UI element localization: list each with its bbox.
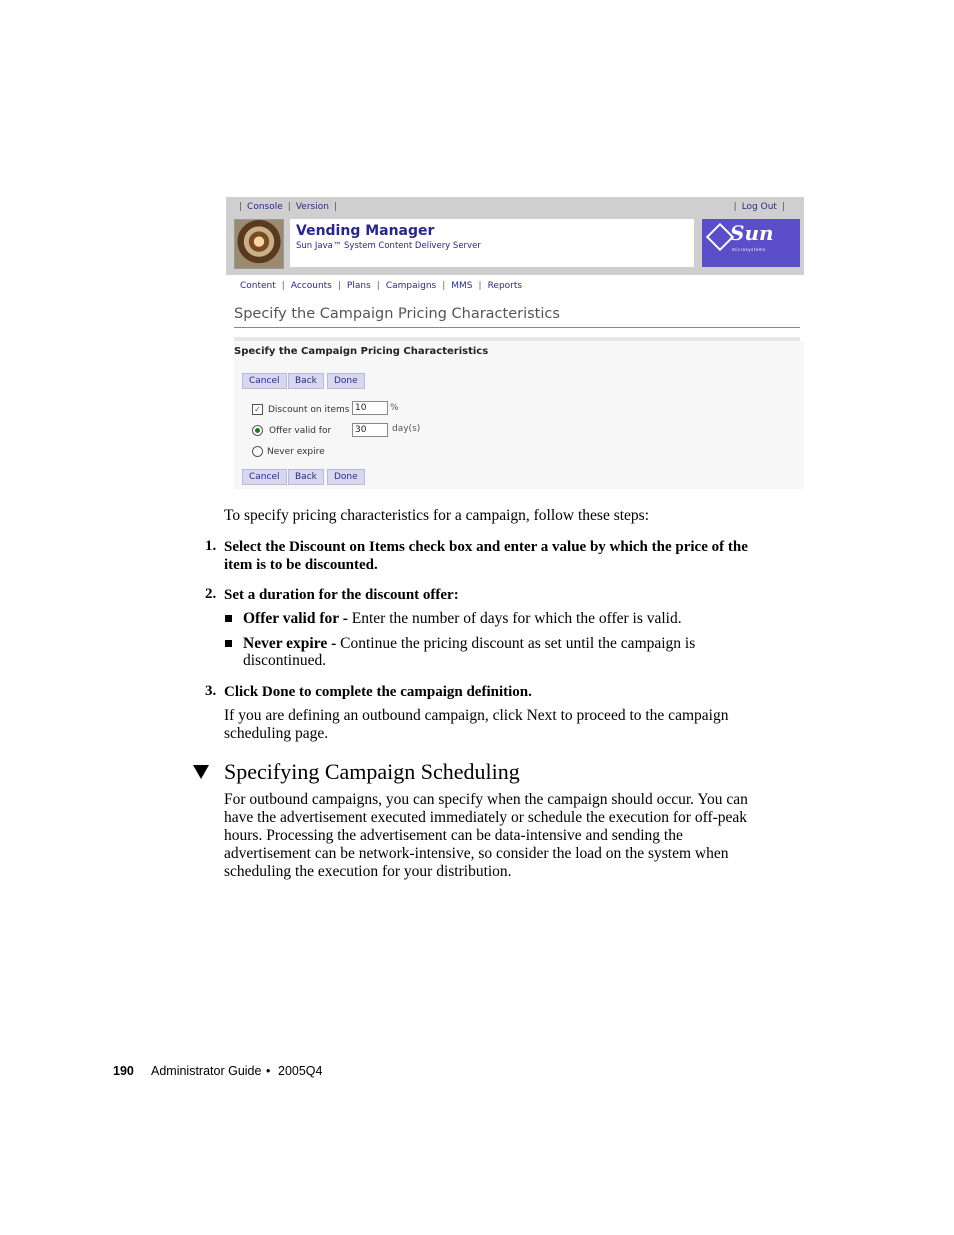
- app-title: Vending Manager: [296, 223, 435, 239]
- bullet-offer-valid: [243, 610, 682, 628]
- nav-mms[interactable]: MMS: [451, 281, 473, 291]
- page-number: 190: [113, 1064, 134, 1078]
- done-button-top[interactable]: Done: [327, 373, 365, 389]
- form-panel: [234, 341, 804, 489]
- embedded-screenshot: [226, 197, 804, 489]
- step-3-note-line-2: scheduling page.: [224, 725, 329, 742]
- bullet-icon: [225, 640, 232, 647]
- nav-campaigns[interactable]: Campaigns: [385, 281, 437, 291]
- main-nav: Content | Accounts | Plans | Campaigns | MMS | Reports: [240, 281, 523, 291]
- step-1-line-2: item is to be discounted.: [224, 557, 378, 573]
- step-1-line-1: Select the Discount on Items check box and enter a value by which the price of the: [224, 539, 748, 555]
- bullet-never-expire-term: Never expire -: [243, 635, 337, 652]
- product-photo: [234, 219, 284, 269]
- offer-days-unit: day(s): [392, 424, 421, 434]
- bullet-never-expire-text: Continue the pricing discount as set until the campaign is: [336, 635, 696, 652]
- bullet-offer-valid-text: Enter the number of days for which the offer is valid.: [347, 610, 682, 627]
- nav-reports[interactable]: Reports: [487, 281, 523, 291]
- discount-label: Discount on items: [268, 405, 350, 415]
- back-button-bottom[interactable]: Back: [288, 469, 324, 485]
- app-subtitle: Sun Java™ System Content Delivery Server: [296, 241, 481, 251]
- bullet-icon: [225, 615, 232, 622]
- footer-guide: Administrator Guide: [151, 1064, 262, 1078]
- body-line-5: scheduling the execution for your distribution.: [224, 863, 512, 880]
- discount-checkbox[interactable]: ✓: [252, 404, 263, 415]
- step-3-number: 3.: [205, 683, 217, 699]
- never-expire-radio[interactable]: [252, 446, 263, 457]
- done-button-bottom[interactable]: Done: [327, 469, 365, 485]
- console-link[interactable]: Console: [247, 202, 283, 212]
- cancel-button-bottom[interactable]: Cancel: [242, 469, 287, 485]
- nav-content[interactable]: Content: [240, 281, 276, 291]
- step-2-text: Set a duration for the discount offer:: [224, 587, 459, 603]
- never-expire-label: Never expire: [267, 447, 325, 457]
- back-button-top[interactable]: Back: [288, 373, 324, 389]
- logout-link[interactable]: Log Out: [741, 202, 777, 212]
- sun-logo: [702, 219, 800, 267]
- step-3-note-line-1: If you are defining an outbound campaign, click Next to proceed to the campaign: [224, 707, 729, 724]
- offer-valid-radio[interactable]: [252, 425, 263, 436]
- discount-unit: %: [390, 403, 399, 413]
- version-link[interactable]: Version: [295, 202, 329, 212]
- sun-logo-subtext: microsystems: [732, 247, 766, 252]
- section-triangle-icon: [193, 765, 209, 779]
- nav-plans[interactable]: Plans: [346, 281, 371, 291]
- heading-rule: [234, 327, 800, 328]
- body-line-4: advertisement can be network-intensive, so consider the load on the system when: [224, 845, 729, 862]
- bullet-never-expire-line-2: discontinued.: [243, 652, 327, 669]
- offer-valid-label: Offer valid for: [269, 426, 332, 436]
- page-heading: Specify the Campaign Pricing Characteristics: [234, 306, 560, 322]
- body-line-1: For outbound campaigns, you can specify when the campaign should occur. You can: [224, 791, 748, 808]
- sun-logo-word: Sun: [730, 221, 774, 245]
- step-2-number: 2.: [205, 586, 217, 602]
- body-line-2: have the advertisement executed immediately or schedule the execution for off-peak: [224, 809, 748, 826]
- footer-version: 2005Q4: [278, 1064, 323, 1078]
- step-1-number: 1.: [205, 538, 217, 554]
- footer-separator: •: [266, 1064, 271, 1078]
- body-line-3: hours. Processing the advertisement can be data-intensive and sending the: [224, 827, 683, 844]
- intro-paragraph: To specify pricing characteristics for a campaign, follow these steps:: [224, 507, 650, 524]
- logout-area: | Log Out |: [733, 202, 785, 212]
- discount-input[interactable]: [352, 401, 388, 415]
- title-box: [290, 219, 694, 267]
- bullet-never-expire: [243, 635, 695, 653]
- masthead: [226, 197, 804, 275]
- bullet-offer-valid-term: Offer valid for -: [243, 610, 348, 627]
- nav-accounts[interactable]: Accounts: [290, 281, 332, 291]
- section-title: Specify the Campaign Pricing Characteristics: [234, 346, 489, 357]
- utility-links: | Console | Version |: [239, 202, 337, 212]
- section-heading: Specifying Campaign Scheduling: [224, 759, 520, 784]
- cancel-button-top[interactable]: Cancel: [242, 373, 287, 389]
- step-3-text: Click Done to complete the campaign definition.: [224, 684, 532, 700]
- offer-days-input[interactable]: [352, 423, 388, 437]
